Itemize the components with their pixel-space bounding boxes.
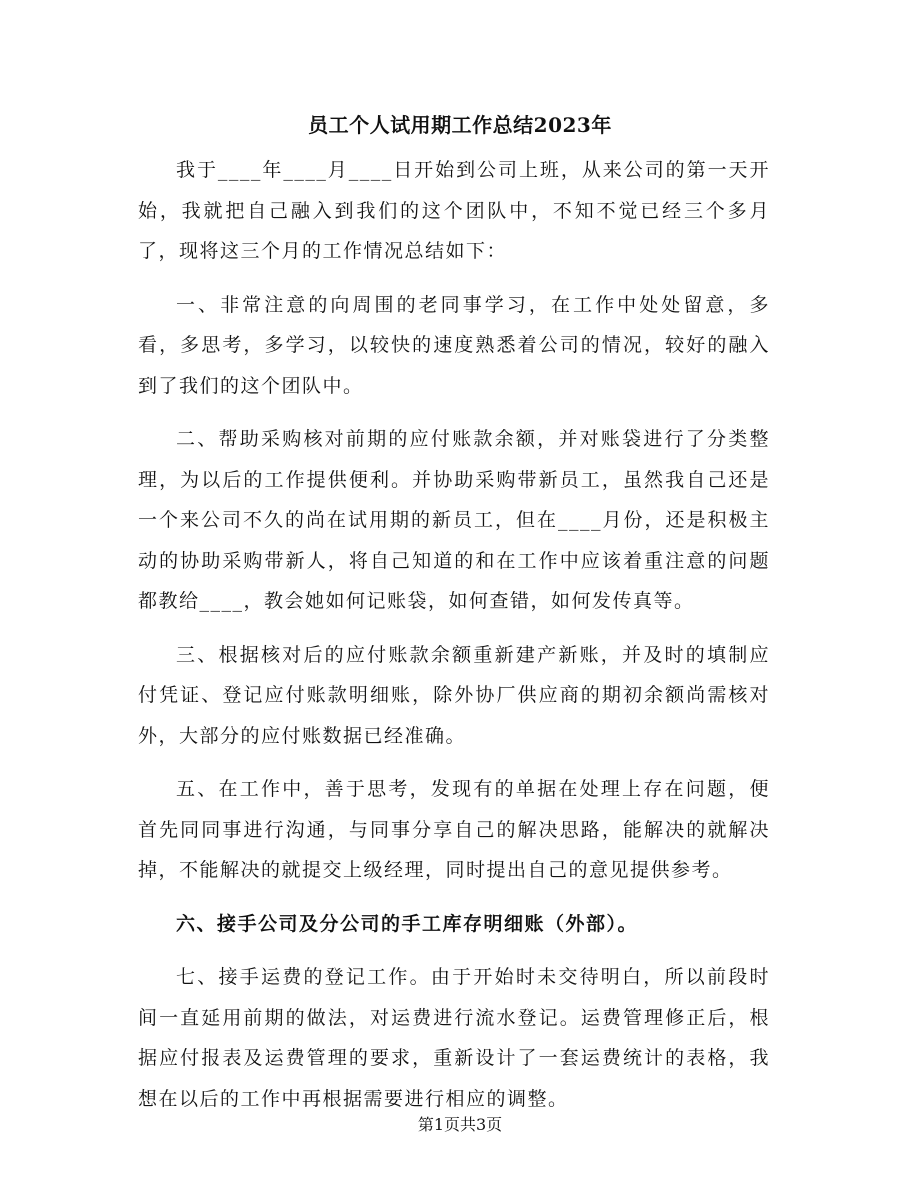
intro-paragraph: 我于____年____月____日开始到公司上班，从来公司的第一天开始，我就把自己融入到我们的这个团队中，不知不觉已经三个多月了，现将这三个月的工作情况总结如下： — [138, 159, 770, 262]
item-paragraph-6: 六、接手公司及分公司的手工库存明细账（外部）。 — [176, 912, 639, 935]
item-paragraph-2: 二、帮助采购核对前期的应付账款余额，并对账袋进行了分类整理，为以后的工作提供便利。并协助采购带新员工，虽然我自己还是一个来公司不久的尚在试用期的新员工，但在____月份，还是积极主动的协助采购带新人，将自己知道的和在工作中应该着重注意的问题都教给____，教会她如何记账袋，如何查错，如何发传真等。 — [138, 428, 770, 612]
item-paragraph-1: 一、非常注意的向周围的老同事学习，在工作中处处留意，多看，多思考，多学习，以较快的速度熟悉着公司的情况，较好的融入到了我们的这个团队中。 — [138, 293, 770, 397]
item-paragraph-7: 七、接手运费的登记工作。由于开始时未交待明白，所以前段时间一直延用前期的做法，对运费进行流水登记。运费管理修正后，根据应付报表及运费管理的要求，重新设计了一套运费统计的表格，我想在以后的工作中再根据需要进行相应的调整。 — [138, 966, 770, 1110]
document-body — [138, 150, 770, 1132]
item-paragraph-5: 五、在工作中，善于思考，发现有的单据在处理上存在问题，便首先同同事进行沟通，与同事分享自己的解决思路，能解决的就解决掉，不能解决的就提交上级经理，同时提出自己的意见提供参考。 — [138, 778, 770, 881]
page-number-footer: 第1页共3页 — [417, 1115, 503, 1134]
item-paragraph-3: 三、根据核对后的应付账款余额重新建产新账，并及时的填制应付凭证、登记应付账款明细账，除外协厂供应商的期初余额尚需核对外，大部分的应付账数据已经准确。 — [138, 643, 770, 747]
document-title: 员工个人试用期工作总结2023年 — [308, 113, 612, 137]
